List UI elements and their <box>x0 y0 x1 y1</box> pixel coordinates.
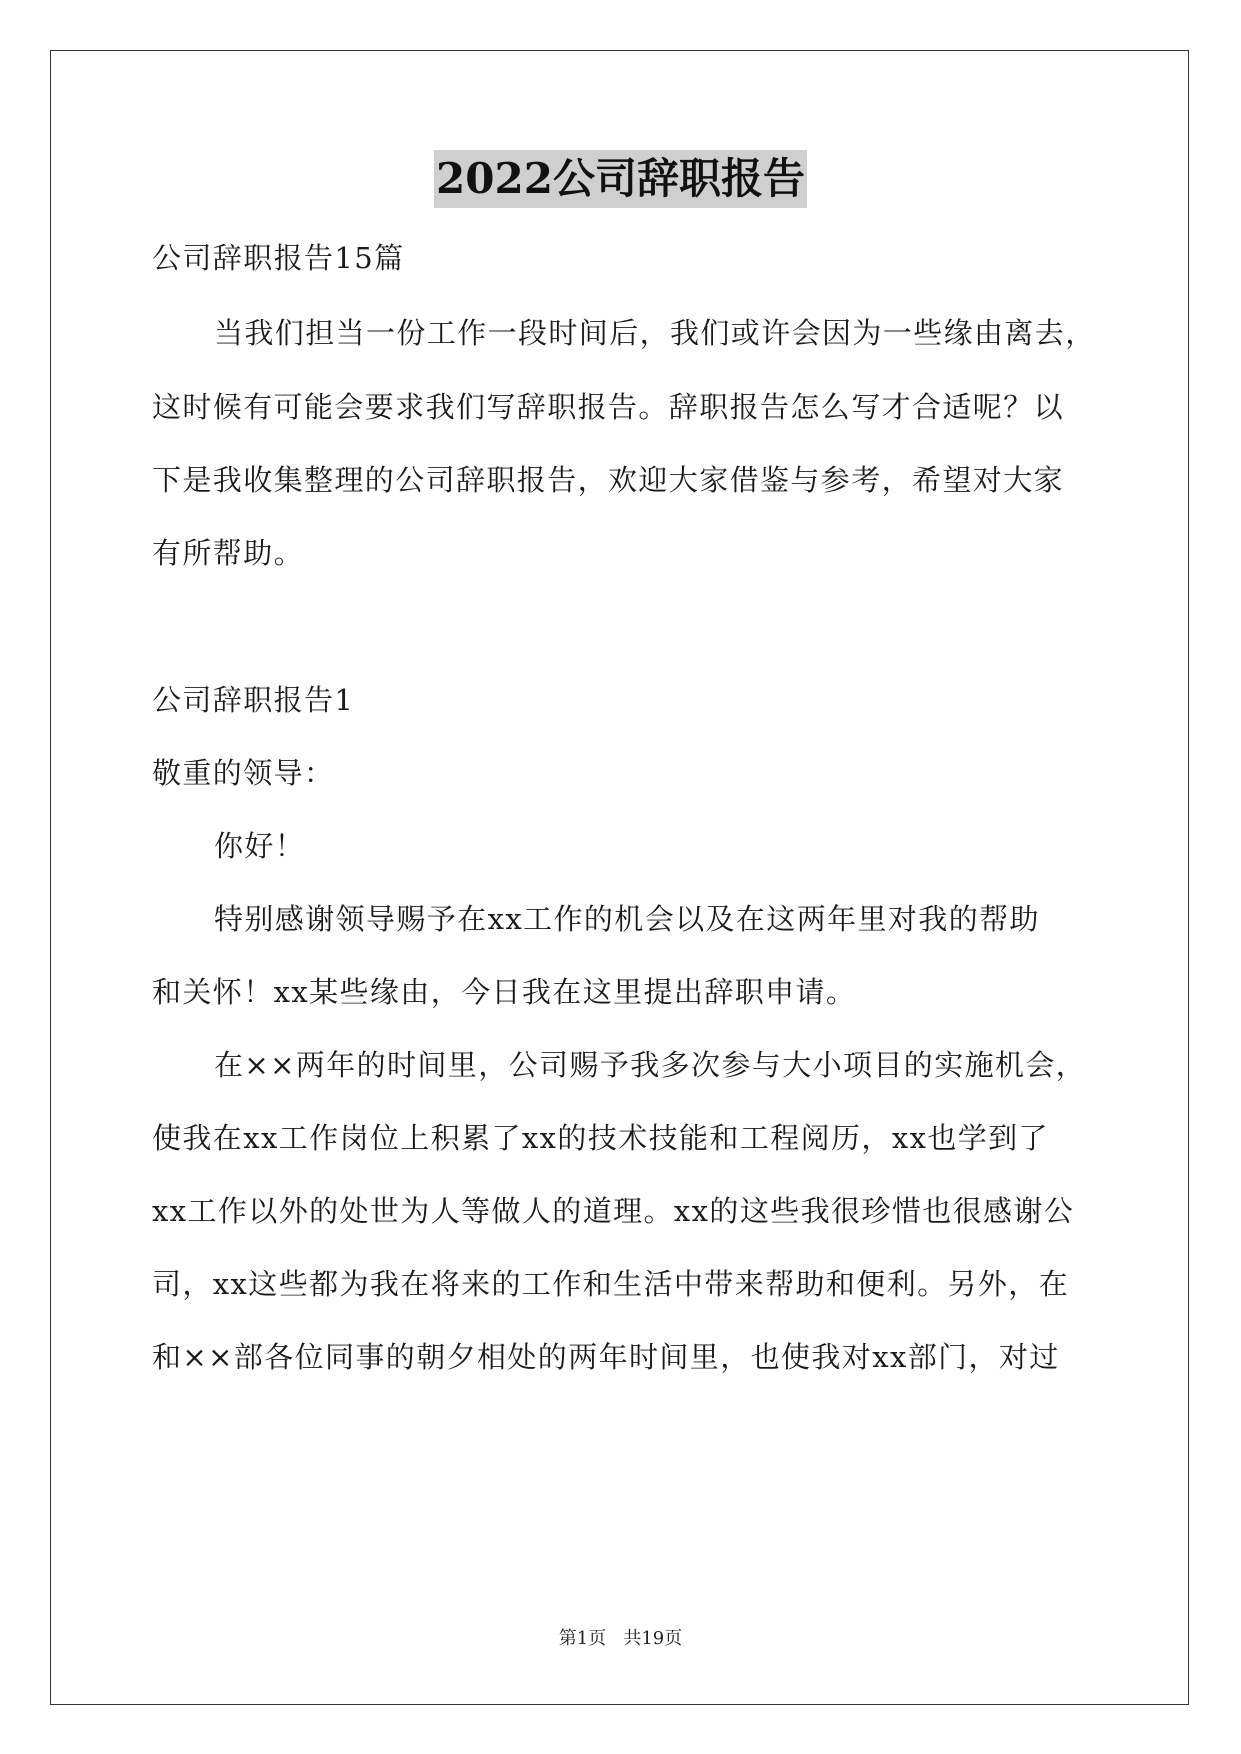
paragraph1-line-1: 特别感谢领导赐予在xx工作的机会以及在这两年里对我的帮助 <box>214 902 1040 936</box>
title-container <box>0 150 1241 208</box>
page-number-footer: 第1页 共19页 <box>558 1628 683 1649</box>
intro-line-2: 这时候有可能会要求我们写辞职报告。辞职报告怎么写才合适呢？以 <box>152 390 1065 424</box>
salutation: 敬重的领导： <box>152 756 335 790</box>
paragraph2-line-5: 和××部各位同事的朝夕相处的两年时间里，也使我对xx部门，对过 <box>152 1340 1060 1374</box>
paragraph2-line-1: 在××两年的时间里，公司赐予我多次参与大小项目的实施机会， <box>214 1048 1087 1082</box>
paragraph1-line-2: 和关怀！xx某些缘由，今日我在这里提出辞职申请。 <box>152 975 857 1009</box>
paragraph2-line-3: xx工作以外的处世为人等做人的道理。xx的这些我很珍惜也很感谢公 <box>152 1194 1075 1228</box>
greeting: 你好！ <box>214 829 306 863</box>
section-heading: 公司辞职报告1 <box>152 683 355 717</box>
intro-line-3: 下是我收集整理的公司辞职报告，欢迎大家借鉴与参考，希望对大家 <box>152 463 1065 497</box>
paragraph2-line-4: 司，xx这些都为我在将来的工作和生活中带来帮助和便利。另外，在 <box>152 1267 1070 1301</box>
document-title: 2022公司辞职报告 <box>434 150 807 208</box>
paragraph2-line-2: 使我在xx工作岗位上积累了xx的技术技能和工程阅历，xx也学到了 <box>152 1121 1049 1155</box>
intro-line-1: 当我们担当一份工作一段时间后，我们或许会因为一些缘由离去， <box>214 316 1096 350</box>
page-border <box>50 50 1189 1705</box>
intro-line-4: 有所帮助。 <box>152 536 305 570</box>
document-subtitle: 公司辞职报告15篇 <box>152 241 405 275</box>
